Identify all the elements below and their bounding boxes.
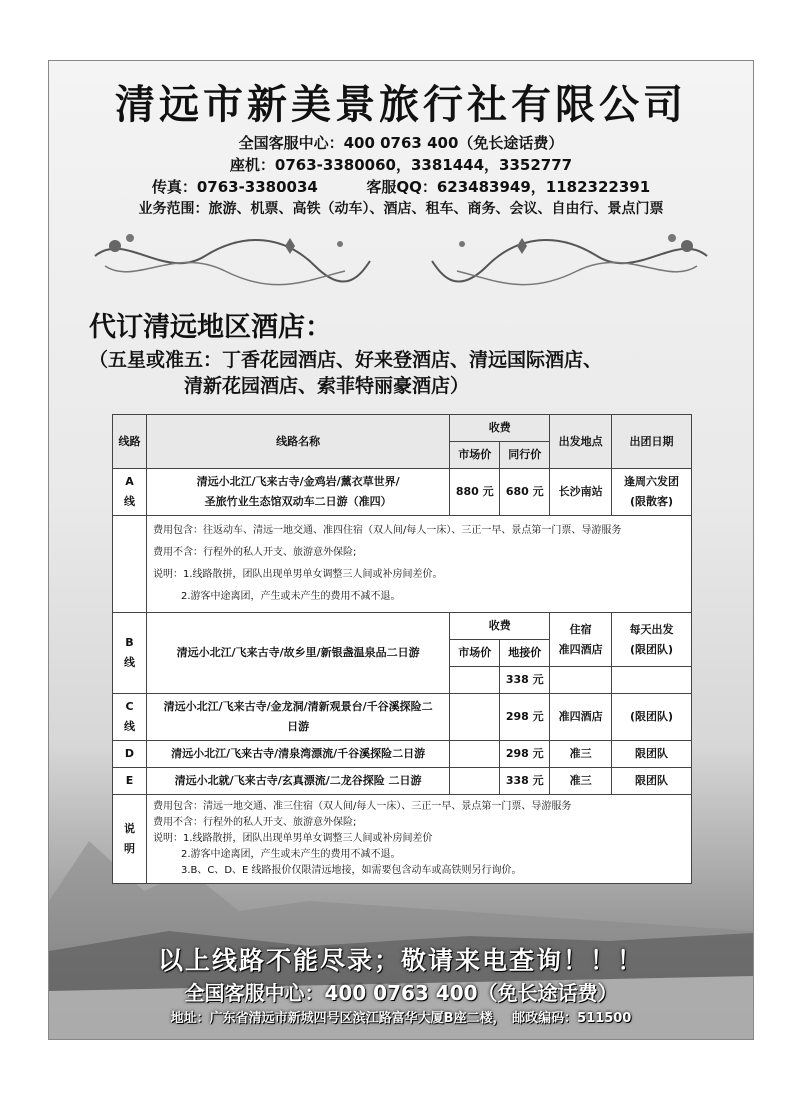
hotline-text: 全国客服中心：400 0763 400（免长途话费） <box>238 134 564 152</box>
departure-date: 逢周六发团 (限散客) <box>612 469 692 516</box>
table-row <box>113 768 692 795</box>
route-a-notes: 费用包含：往返动车、清远一地交通、准四住宿（双人间/每人一床）、三正一早、景点第一门票、导游服务 费用不含：行程外的私人开支、旅游意外保险; 说明：1.线路散拼，团队出现单男单女调整三人间或补房间差价。 2.游客中途离团，产生或未产生的费用不减不退。 <box>146 516 691 613</box>
table-row <box>113 613 692 640</box>
qq-text: 客服QQ：623483949，1182322391 <box>366 178 651 196</box>
table-row <box>113 469 692 516</box>
route-name: 清远小北江/飞来古寺/金龙洞/清新观景台/千谷溪探险二 日游 <box>146 694 449 741</box>
footer-address: 地址：广东省清远市新城四号区滨江路富华大厦B座二楼， 邮政编码：511500 <box>170 1011 632 1026</box>
departure-date: 限团队 <box>612 768 692 795</box>
market-price: 880 元 <box>450 469 500 516</box>
stay-info: 准三 <box>550 768 612 795</box>
market-price-subheader: 市场价 <box>450 640 500 667</box>
notes-label: 说 明 <box>113 795 147 884</box>
table-row <box>113 795 692 884</box>
pickup-price: 298 元 <box>500 694 550 741</box>
departure-date: 每天出发 (限团队) <box>612 613 692 667</box>
table-row <box>113 516 692 613</box>
header-departure: 出发地点 <box>550 415 612 469</box>
header-route: 线路 <box>113 415 147 469</box>
fee-subheader: 收费 <box>450 613 550 640</box>
route-name: 清远小北江/飞来古寺/金鸡岩/薰衣草世界/ 圣旅竹业生态馆双动车二日游（准四） <box>146 469 449 516</box>
stay-info: 准四酒店 <box>550 694 612 741</box>
hotel-list-line-1: （五星或准五：丁香花园酒店、好来登酒店、清远国际酒店、 <box>89 349 603 371</box>
route-name: 清远小北江/飞来古寺/清泉湾漂流/千谷溪探险二日游 <box>146 741 449 768</box>
table-row <box>113 694 692 741</box>
company-name: 清远市新美景旅行社有限公司 <box>115 82 687 128</box>
table-row <box>113 741 692 768</box>
route-code: A 线 <box>113 469 147 516</box>
route-code: D <box>113 741 147 768</box>
pickup-price: 338 元 <box>500 768 550 795</box>
floral-ornament-icon <box>427 226 717 288</box>
pickup-price: 338 元 <box>500 667 550 694</box>
fax-text: 传真：0763-3380034 <box>151 178 318 196</box>
header-date: 出团日期 <box>612 415 692 469</box>
route-code: B 线 <box>113 613 147 694</box>
header-route-name: 线路名称 <box>146 415 449 469</box>
pickup-price: 298 元 <box>500 741 550 768</box>
route-name: 清远小北就/飞来古寺/玄真漂流/二龙谷探险 二日游 <box>146 768 449 795</box>
landline-text: 座机：0763-3380060，3381444，3352777 <box>229 156 573 174</box>
header-market-price: 市场价 <box>450 442 500 469</box>
departure-date: 限团队 <box>612 741 692 768</box>
hotel-booking-title: 代订清远地区酒店： <box>89 312 332 343</box>
header-peer-price: 同行价 <box>500 442 550 469</box>
footer-hotline: 全国客服中心：400 0763 400（免长途话费） <box>184 981 618 1005</box>
floral-ornament-icon <box>85 226 375 288</box>
departure-date: (限团队) <box>612 694 692 741</box>
business-scope-text: 业务范围：旅游、机票、高铁（动车）、酒店、租车、商务、会议、自由行、景点门票 <box>138 201 664 217</box>
fax-qq-line <box>49 177 753 198</box>
stay-info: 准三 <box>550 741 612 768</box>
stay-info: 住宿 准四酒店 <box>550 613 612 667</box>
inquiry-banner: 以上线路不能尽录；敬请来电查询！！！ <box>157 946 644 975</box>
route-table <box>112 414 692 884</box>
route-code: C 线 <box>113 694 147 741</box>
departure-place: 长沙南站 <box>550 469 612 516</box>
brochure-page <box>48 60 754 1040</box>
route-b-e-notes: 费用包含：清远一地交通、准三住宿（双人间/每人一床）、三正一早、景点第一门票、导游服务 费用不含：行程外的私人开支、旅游意外保险; 说明：1.线路散拼，团队出现单男单女调整三人间或补房间差价 2.游客中途离团，产生或未产生的费用不减不退。 3.B、C、D、E 线路报价仅限清远地接，如需要包含动车或高铁则另行询价。 <box>146 795 691 884</box>
pickup-price-subheader: 地接价 <box>500 640 550 667</box>
route-code: E <box>113 768 147 795</box>
route-name: 清远小北江/飞来古寺/故乡里/新银盏温泉品二日游 <box>146 613 449 694</box>
peer-price: 680 元 <box>500 469 550 516</box>
table-header-row <box>113 415 692 442</box>
header-fee: 收费 <box>450 415 550 442</box>
hotel-list-line-2: 清新花园酒店、索菲特丽豪酒店） <box>184 375 470 397</box>
